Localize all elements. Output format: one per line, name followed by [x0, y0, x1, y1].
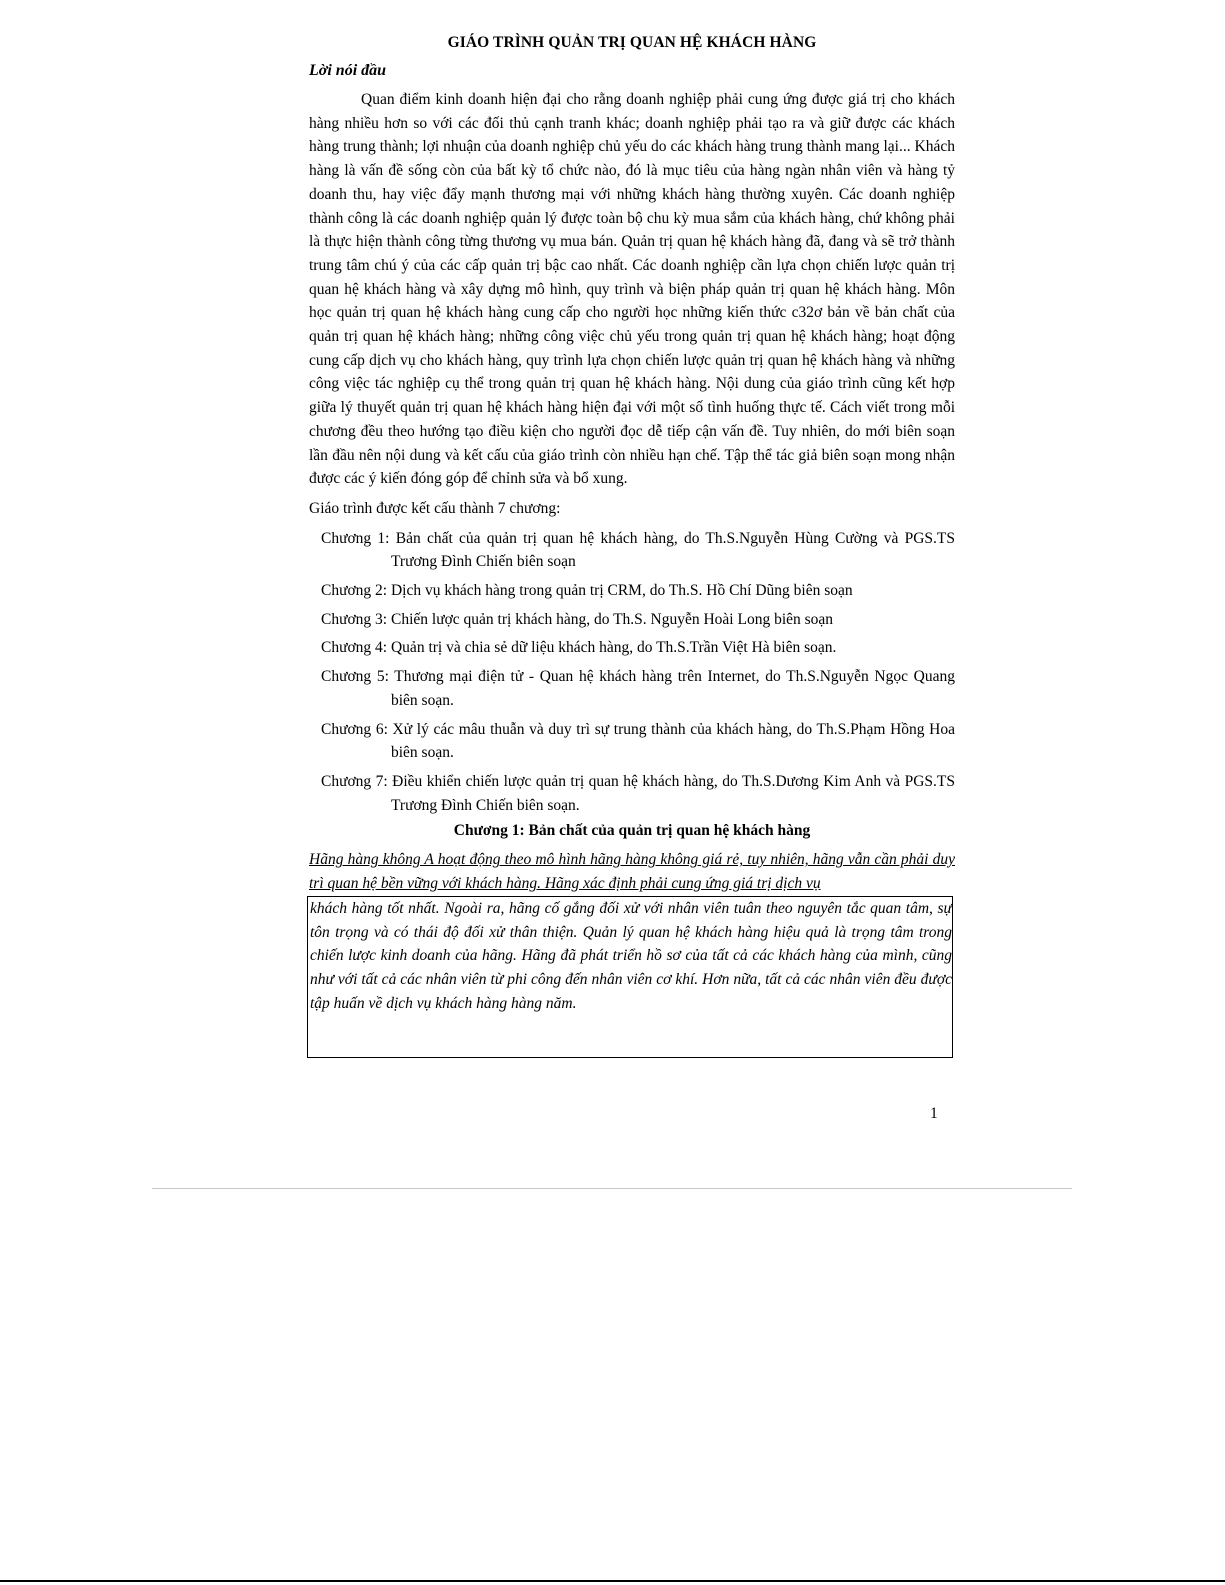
chapter-item-7: Chương 7: Điều khiển chiến lược quản trị quan hệ khách hàng, do Th.S.Dương Kim Anh và PGS.TS Trương Đình Chiến biên soạn.	[321, 772, 955, 814]
chapter1-heading: Chương 1: Bản chất của quản trị quan hệ khách hàng	[453, 822, 811, 840]
chapter-item-2: Chương 2: Dịch vụ khách hàng trong quản trị CRM, do Th.S. Hồ Chí Dũng biên soạn	[321, 582, 853, 600]
preface-heading: Lời nói đầu	[309, 62, 387, 79]
preface-paragraph: Quan điểm kinh doanh hiện đại cho rằng doanh nghiệp phải cung ứng được giá trị cho khách hàng nhiều hơn so với các đối thủ cạnh tranh khác; doanh nghiệp phải tạo ra và giữ được các khách hàng trung thành; lợi nhuận của doanh nghiệp chủ yếu do các khách hàng trung thành mang lại... Khách hàng là vấn đề sống còn của bất kỳ tổ chức nào, đó là mục tiêu của hàng ngàn nhân viên và hàng tỷ doanh thu, hay việc đẩy mạnh thương mại với những khách hàng thường xuyên. Các doanh nghiệp thành công là các doanh nghiệp quản lý được toàn bộ chu kỳ mua sắm của khách hàng, chứ không phải là thực hiện thành công từng thương vụ mua bán. Quản trị quan hệ khách hàng đã, đang và sẽ trở thành trung tâm chú ý của các cấp quản trị bậc cao nhất. Các doanh nghiệp cần lựa chọn chiến lược quản trị quan hệ khách hàng và xây dựng mô hình, quy trình và biện pháp quản trị quan hệ khách hàng. Môn học quản trị quan hệ khách hàng cung cấp cho người học những kiến thức c32ơ bản về bản chất của quản trị quan hệ khách hàng; những công việc chủ yếu trong quản trị quan hệ khách hàng; hoạt động cung cấp dịch vụ cho khách hàng, quy trình lựa chọn chiến lược quản trị quan hệ khách hàng và những công việc tác nghiệp cụ thể trong quản trị quan hệ khách hàng. Nội dung của giáo trình cũng kết hợp giữa lý thuyết quản trị quan hệ khách hàng hiện đại với một số tình huống thực tế. Cách viết trong mỗi chương đều theo hướng tạo điều kiện cho người đọc dễ tiếp cận vấn đề. Tuy nhiên, do mới biên soạn lần đầu nên nội dung và kết cấu của giáo trình còn nhiều hạn chế. Tập thể tác giả biên soạn mong nhận được các ý kiến đóng góp để chỉnh sửa và bổ xung.	[309, 91, 955, 488]
chapter-item-1: Chương 1: Bản chất của quản trị quan hệ khách hàng, do Th.S.Nguyễn Hùng Cường và PGS.TS Trương Đình Chiến biên soạn	[321, 529, 955, 571]
document-title: GIÁO TRÌNH QUẢN TRỊ QUAN HỆ KHÁCH HÀNG	[447, 34, 817, 51]
case-box-text: khách hàng tốt nhất. Ngoài ra, hãng cố gắng đối xử với nhân viên tuân theo nguyên tắc quan tâm, sự tôn trọng và có thái độ đối xử thân thiện. Quản lý quan hệ khách hàng hiệu quả là trọng tâm trong chiến lược kinh doanh của hãng. Hãng đã phát triển hồ sơ của tất cả các khách hàng của mình, cũng như với tất cả các nhân viên từ phi công đến nhân viên cơ khí. Hơn nữa, tất cả các nhân viên đều được tập huấn về dịch vụ khách hàng hàng năm.	[310, 899, 952, 1012]
page-number: 1	[930, 1105, 938, 1122]
chapter-list	[309, 527, 955, 818]
structure-intro: Giáo trình được kết cấu thành 7 chương:	[309, 499, 561, 517]
page-divider	[152, 1188, 1072, 1189]
chapter-item-4: Chương 4: Quản trị và chia sẻ dữ liệu khách hàng, do Th.S.Trần Việt Hà biên soạn.	[321, 639, 837, 657]
case-study-box	[307, 896, 953, 1058]
chapter-item-3: Chương 3: Chiến lược quản trị khách hàng, do Th.S. Nguyễn Hoài Long biên soạn	[321, 610, 834, 628]
case-intro: Hãng hàng không A hoạt động theo mô hình hãng hàng không giá rẻ, tuy nhiên, hãng vẫn cần phải duy trì quan hệ bền vững với khách hàng. Hãng xác định phải cung ứng giá trị dịch vụ	[309, 851, 955, 893]
chapter-item-5: Chương 5: Thương mại điện tử - Quan hệ khách hàng trên Internet, do Th.S.Nguyễn Ngọc Quang biên soạn.	[321, 668, 955, 709]
bottom-rule	[0, 1580, 1225, 1582]
chapter-item-6: Chương 6: Xử lý các mâu thuẫn và duy trì sự trung thành của khách hàng, do Th.S.Phạm Hồng Hoa biên soạn.	[321, 720, 955, 762]
document-page	[309, 30, 955, 1058]
